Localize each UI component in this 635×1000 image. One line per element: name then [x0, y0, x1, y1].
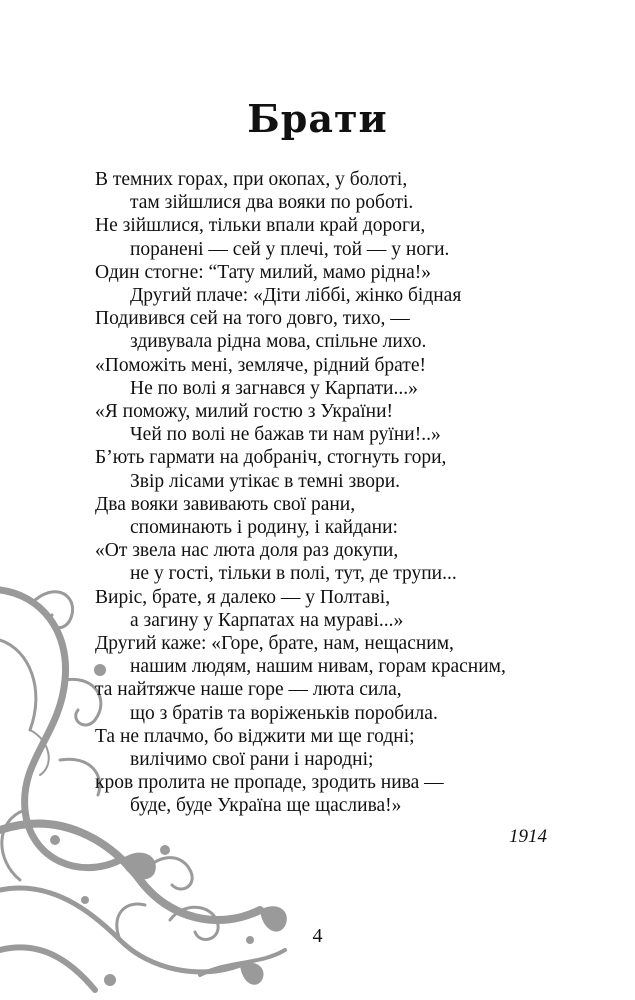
poem-line: Один стогне: “Тату милий, мамо рідна!»	[95, 261, 432, 283]
poem-line: Б’ють гармати на добраніч, стогнуть гори,	[95, 447, 447, 469]
poem-line: Не по волі я загнався у Карпати...»	[130, 377, 418, 399]
poem-line: здивувала рідна мова, спільне лихо.	[130, 331, 427, 353]
poem-line: що з братів та воріженьків поробила.	[130, 702, 438, 724]
poem-line: «Я поможу, милий гостю з України!	[95, 401, 394, 423]
poem-line: вилічимо свої рани і народні;	[130, 749, 374, 771]
poem-date: 1914	[509, 826, 547, 847]
poem-line: Та не плачмо, бо віджити ми ще годні;	[95, 725, 415, 747]
poem-line: Два вояки завивають свої рани,	[95, 493, 356, 515]
poem-line: а загину у Карпатах на мураві...»	[130, 609, 404, 631]
poem-line: Виріс, брате, я далеко — у Полтаві,	[95, 586, 391, 608]
poem-line: Чей по волі не бажав ти нам руїни!..»	[130, 424, 441, 446]
poem-line: нашим людям, нашим нивам, горам красним,	[130, 656, 506, 678]
poem-title: Брати	[247, 96, 388, 141]
poem-line: поранені — сей у плечі, той — у ноги.	[130, 238, 450, 260]
poem-line: та найтяжче наше горе — люта сила,	[95, 679, 402, 701]
poem-line: не у гості, тільки в полі, тут, де трупи...	[130, 563, 457, 585]
poem-line: Подивився сей на того довго, тихо, —	[95, 308, 410, 330]
poem-line: «Поможіть мені, земляче, рідний брате!	[95, 354, 426, 376]
poem-line: кров пролита не пропаде, зродить нива —	[95, 772, 444, 794]
poem-body	[95, 168, 565, 818]
poem-line: там зійшлися два вояки по роботі.	[130, 192, 414, 214]
poem-line: Другий каже: «Горе, брате, нам, нещасним,	[95, 633, 454, 655]
poem-line: буде, буде Україна ще щаслива!»	[130, 795, 402, 817]
poem-line: Не зійшлися, тільки впали край дороги,	[95, 215, 426, 237]
poem-line: Другий плаче: «Діти ліббі, жінко бідная	[130, 285, 462, 307]
poem-line: «От звела нас люта доля раз докупи,	[95, 540, 399, 562]
poem-line: споминають і родину, і кайдани:	[130, 517, 398, 539]
poem-line: Звір лісами утікає в темні звори.	[130, 470, 401, 492]
poem-line: В темних горах, при окопах, у болоті,	[95, 169, 408, 190]
page-number: 4	[312, 925, 323, 947]
